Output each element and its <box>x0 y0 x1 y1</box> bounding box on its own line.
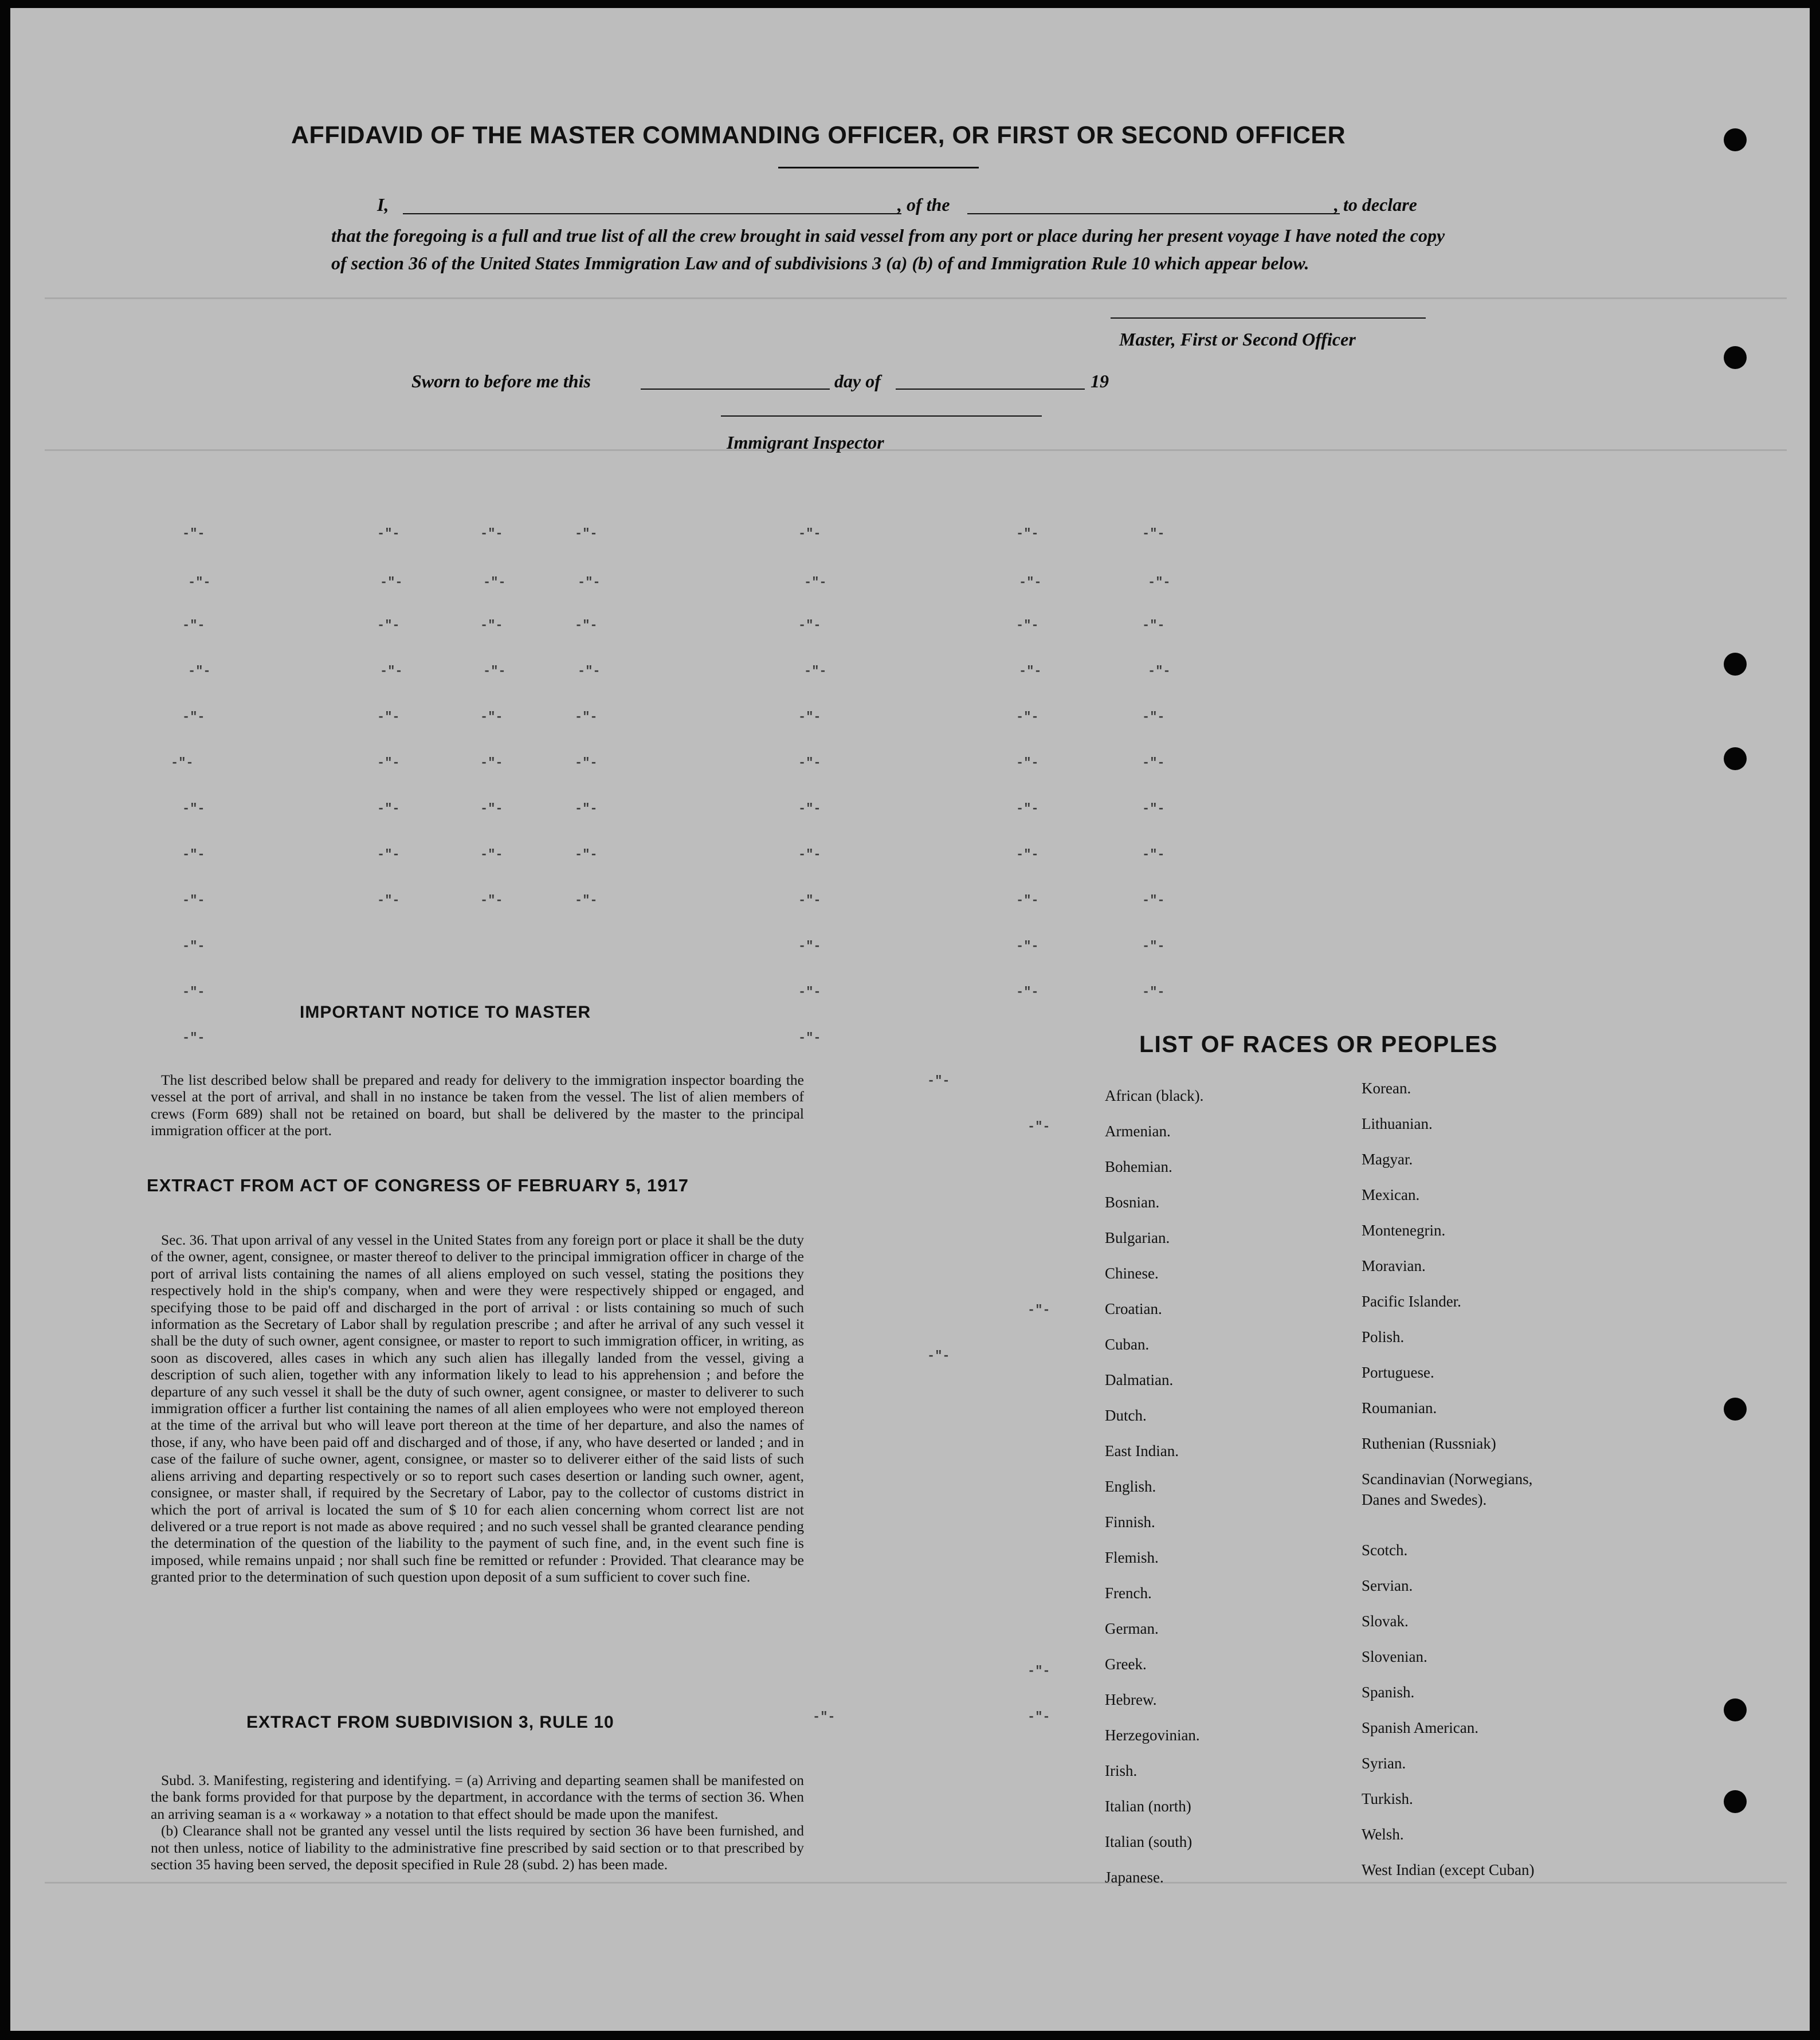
race-item: Flemish. <box>1105 1549 1159 1566</box>
race-item: Italian (north) <box>1105 1798 1191 1815</box>
ditto-mark: -"- <box>188 575 211 590</box>
ditto-mark: -"- <box>798 618 821 633</box>
ditto-mark: -"- <box>1016 939 1039 954</box>
punch-hole <box>1724 346 1747 369</box>
of-the-label: , of the <box>897 194 950 215</box>
ghost-rule <box>45 449 1787 451</box>
race-item: Greek. <box>1105 1655 1147 1673</box>
race-item: Irish. <box>1105 1762 1138 1779</box>
ditto-mark: -"- <box>1142 802 1165 816</box>
notice-text <box>151 1072 804 1139</box>
ditto-mark: -"- <box>798 756 821 770</box>
race-item: German. <box>1105 1620 1159 1637</box>
race-item: Mexican. <box>1362 1186 1420 1203</box>
ditto-mark: -"- <box>1142 985 1165 999</box>
declaration-text: that the foregoing is a full and true list of all the crew brought in said vessel from any port or place during her present voyage I have noted the copy of section 36 of the United States Immigration Law and of subdivisions 3 (a) (b) of and Immigration Rule 10 which appear below. <box>331 225 1445 273</box>
punch-hole <box>1724 1398 1747 1421</box>
ditto-mark: -"- <box>182 985 205 999</box>
rule-extract-subd-b: (b) Clearance shall not be granted any vessel until the lists required by section 36 have been furnished, and not then unless, notice of liability to the administrative fine prescribed by said section or to that prescribed by section 35 having been served, the deposit specified in Rule 28 (subd. 2) has been made. <box>151 1822 804 1873</box>
sworn-month-blank[interactable] <box>896 389 1085 390</box>
act-extract-paragraph: Sec. 36. That upon arrival of any vessel in the United States from any foreign port or place it shall be the duty of the owner, agent, consignee, or master thereof to deliver to the principal immigration officer in charge of the port of arrival lists containing the names of all aliens employed on such vessel, stating the positions they respectively hold in the ship's company, when and were they were respectively shipped or engaged, and specifying those to be paid off and discharged in the port of arrival : or lists containing so much of such information as the Secretary of Labor shall by regulation prescribe ; and after he arrival of any such vessel it shall be the duty of such owner, agent consignee, or master to report to such immigration officer, in writing, as soon as discovered, alles cases in which any such alien has illegally landed from the vessel, giving a description of such alien, together with any information likely to lead to his apprehension ; and before the departure of any such vessel it shall be the duty of such owner, agent consignee, or master to deliverer to such immigration officer a further list containing the names of all alien employees who were not employed thereon at the time of the arrival but who will leave port thereon at the time of her departure, and also the names of those, if any, who have been paid off and discharged and of those, if any, who have deserted or landed ; and in case of the failure of suche owner, agent, consignee, or master so to deliverer either of the said lists of such aliens arriving and departing respectively or so to report such cases desertion or landing such owner, agent, consignee, or master shall, if required by the Secretary of Labor, pay to the collector of customs district in which the port of arrival is located the sum of $ 10 for each alien concerning whom correct list are not delivered or a true report is not made as above required ; and no such vessel shall be granted clearance pending the determination of the question of the liability to the payment of such fine, and, in the event such fine is imposed, while remains unpaid ; nor shall such fine be remitted or refunder : Provided. That clearance may be granted prior to the determination of such question upon deposit of a sum sufficient to cover such fine. <box>151 1231 804 1586</box>
master-signature-line[interactable] <box>1111 317 1426 319</box>
ditto-mark: -"- <box>1027 1303 1050 1317</box>
race-item: Spanish. <box>1362 1684 1415 1701</box>
ditto-mark: -"- <box>480 710 503 724</box>
race-item: Syrian. <box>1362 1755 1406 1772</box>
punch-hole <box>1724 653 1747 676</box>
ditto-mark: -"- <box>377 893 400 908</box>
ditto-mark: -"- <box>1142 939 1165 954</box>
ditto-mark: -"- <box>182 939 205 954</box>
race-item: Armenian. <box>1105 1123 1171 1140</box>
race-item: Welsh. <box>1362 1826 1404 1843</box>
ditto-mark: -"- <box>182 848 205 862</box>
inspector-signature-line[interactable] <box>721 415 1042 417</box>
race-item: Bosnian. <box>1105 1194 1160 1211</box>
ditto-mark: -"- <box>1016 848 1039 862</box>
race-item: Chinese. <box>1105 1265 1159 1282</box>
punch-hole <box>1724 1790 1747 1813</box>
ditto-mark: -"- <box>1016 756 1039 770</box>
ditto-mark: -"- <box>575 618 598 633</box>
race-item: Dutch. <box>1105 1407 1147 1424</box>
ditto-mark: -"- <box>1016 618 1039 633</box>
ditto-mark: -"- <box>1016 710 1039 724</box>
day-of-label: day of <box>834 371 881 391</box>
ditto-mark: -"- <box>1142 893 1165 908</box>
ditto-mark: -"- <box>480 618 503 633</box>
race-item: Turkish. <box>1362 1790 1413 1807</box>
ditto-mark: -"- <box>380 664 403 678</box>
ditto-mark: -"- <box>1019 664 1042 678</box>
master-signature-label: Master, First or Second Officer <box>1119 329 1356 350</box>
race-item: Montenegrin. <box>1362 1222 1446 1239</box>
race-item: Bohemian. <box>1105 1158 1172 1175</box>
race-item: East Indian. <box>1105 1442 1179 1460</box>
ditto-mark: -"- <box>377 527 400 541</box>
ditto-mark: -"- <box>813 1710 836 1724</box>
ditto-mark: -"- <box>480 756 503 770</box>
ditto-mark: -"- <box>1027 1120 1050 1134</box>
race-item: West Indian (except Cuban) <box>1362 1861 1535 1878</box>
ditto-mark: -"- <box>578 664 601 678</box>
ditto-mark: -"- <box>1016 893 1039 908</box>
ditto-mark: -"- <box>377 756 400 770</box>
ditto-mark: -"- <box>1016 802 1039 816</box>
ditto-mark: -"- <box>1142 618 1165 633</box>
sworn-label: Sworn to before me this <box>411 371 591 391</box>
ditto-mark: -"- <box>1019 575 1042 590</box>
race-item: African (black). <box>1105 1087 1204 1104</box>
ditto-mark: -"- <box>480 527 503 541</box>
race-item: Servian. <box>1362 1577 1413 1594</box>
race-item: Cuban. <box>1105 1336 1150 1353</box>
ditto-mark: -"- <box>927 1074 950 1088</box>
ditto-mark: -"- <box>1148 664 1171 678</box>
sworn-day-blank[interactable] <box>641 389 830 390</box>
ditto-mark: -"- <box>798 985 821 999</box>
races-column-2 <box>1362 1078 1591 1895</box>
ditto-mark: -"- <box>171 756 194 770</box>
race-item: English. <box>1105 1478 1156 1495</box>
ditto-mark: -"- <box>182 527 205 541</box>
race-item: Moravian. <box>1362 1257 1426 1274</box>
ditto-mark: -"- <box>798 848 821 862</box>
race-item: Italian (south) <box>1105 1833 1193 1850</box>
race-item: Slovak. <box>1362 1613 1409 1630</box>
race-item: Pacific Islander. <box>1362 1293 1461 1310</box>
ditto-mark: -"- <box>377 848 400 862</box>
i-label: I, <box>377 194 389 215</box>
ditto-mark: -"- <box>182 618 205 633</box>
ditto-mark: -"- <box>798 939 821 954</box>
document-page <box>10 8 1810 2031</box>
ditto-mark: -"- <box>575 848 598 862</box>
races-column-1 <box>1105 1085 1203 1902</box>
race-item: Polish. <box>1362 1328 1405 1345</box>
punch-hole <box>1724 128 1747 151</box>
ditto-mark: -"- <box>1027 1664 1050 1678</box>
to-declare-label: , to declare <box>1334 194 1417 215</box>
ditto-mark: -"- <box>798 710 821 724</box>
punch-hole <box>1724 747 1747 770</box>
rule-extract-subd-a: Subd. 3. Manifesting, registering and identifying. = (a) Arriving and departing seamen shall be manifested on the bank forms provided for that purpose by the department, in accordance with the terms of section 36. When an arriving seaman is a « workaway » a notation to that effect should be made upon the manifest. <box>151 1772 804 1822</box>
ditto-mark: -"- <box>1148 575 1171 590</box>
race-item: Lithuanian. <box>1362 1115 1433 1132</box>
ditto-mark: -"- <box>575 527 598 541</box>
ditto-mark: -"- <box>798 802 821 816</box>
punch-hole <box>1724 1698 1747 1721</box>
race-item: Hebrew. <box>1105 1691 1157 1708</box>
ditto-mark: -"- <box>483 575 506 590</box>
races-heading: LIST OF RACES OR PEOPLES <box>1139 1031 1499 1057</box>
race-item: Finnish. <box>1105 1513 1155 1531</box>
ditto-mark: -"- <box>480 802 503 816</box>
race-item: Spanish American. <box>1362 1719 1478 1736</box>
ditto-mark: -"- <box>804 575 827 590</box>
ditto-mark: -"- <box>1142 756 1165 770</box>
race-item: Herzegovinian. <box>1105 1727 1200 1744</box>
race-item: Scotch. <box>1362 1541 1408 1559</box>
ditto-mark: -"- <box>1016 985 1039 999</box>
ditto-mark: -"- <box>182 802 205 816</box>
ditto-mark: -"- <box>377 618 400 633</box>
ditto-mark: -"- <box>480 893 503 908</box>
race-item: Bulgarian. <box>1105 1229 1170 1246</box>
race-item: Dalmatian. <box>1105 1371 1174 1388</box>
notice-paragraph: The list described below shall be prepared and ready for delivery to the immigration inspector boarding the vessel at the port of arrival, and shall in no instance be taken from the vessel. The list of alien members of crews (Form 689) shall not be retained on board, but shall be delivered by the master to the principal immigration officer at the port. <box>151 1072 804 1139</box>
ditto-mark: -"- <box>182 710 205 724</box>
ditto-mark: -"- <box>380 575 403 590</box>
ditto-mark: -"- <box>188 664 211 678</box>
year-label: 19 <box>1091 371 1109 391</box>
ditto-mark: -"- <box>927 1349 950 1363</box>
affidavit-title: AFFIDAVID OF THE MASTER COMMANDING OFFICER, OR FIRST OR SECOND OFFICER <box>291 121 1346 149</box>
ditto-mark: -"- <box>480 848 503 862</box>
race-item: Magyar. <box>1362 1151 1413 1168</box>
ditto-mark: -"- <box>575 802 598 816</box>
ditto-mark: -"- <box>1142 527 1165 541</box>
ditto-mark: -"- <box>377 802 400 816</box>
ditto-mark: -"- <box>1142 848 1165 862</box>
notice-heading: IMPORTANT NOTICE TO MASTER <box>300 1003 591 1022</box>
ditto-mark: -"- <box>804 664 827 678</box>
inspector-label: Immigrant Inspector <box>727 432 884 453</box>
ditto-mark: -"- <box>483 664 506 678</box>
ditto-mark: -"- <box>1027 1710 1050 1724</box>
race-item: Croatian. <box>1105 1300 1162 1317</box>
ditto-mark: -"- <box>377 710 400 724</box>
act-extract-text <box>151 1231 804 1586</box>
race-item: Roumanian. <box>1362 1399 1437 1417</box>
race-item: Ruthenian (Russniak) <box>1362 1435 1496 1452</box>
ditto-mark: -"- <box>798 527 821 541</box>
ditto-mark: -"- <box>798 1031 821 1045</box>
race-item: French. <box>1105 1584 1152 1602</box>
act-extract-heading: EXTRACT FROM ACT OF CONGRESS OF FEBRUARY 5, 1917 <box>147 1175 689 1195</box>
race-item: Korean. <box>1362 1080 1411 1097</box>
vessel-blank[interactable] <box>967 213 1340 214</box>
ditto-mark: -"- <box>1142 710 1165 724</box>
race-item: Slovenian. <box>1362 1648 1427 1665</box>
ditto-mark: -"- <box>575 893 598 908</box>
ditto-mark: -"- <box>798 893 821 908</box>
race-item: Japanese. <box>1105 1869 1164 1886</box>
ditto-mark: -"- <box>182 893 205 908</box>
title-rule <box>778 167 979 168</box>
ghost-rule <box>45 297 1787 299</box>
name-blank[interactable] <box>403 213 901 214</box>
ditto-mark: -"- <box>182 1031 205 1045</box>
race-item: Scandinavian (Norwegians, Danes and Swedes). <box>1362 1470 1533 1508</box>
ditto-mark: -"- <box>1016 527 1039 541</box>
ditto-mark: -"- <box>575 756 598 770</box>
rule-extract-heading: EXTRACT FROM SUBDIVISION 3, RULE 10 <box>246 1713 614 1732</box>
rule-extract-text <box>151 1772 804 1873</box>
ditto-mark: -"- <box>575 710 598 724</box>
race-item: Portuguese. <box>1362 1364 1434 1381</box>
ditto-mark: -"- <box>578 575 601 590</box>
